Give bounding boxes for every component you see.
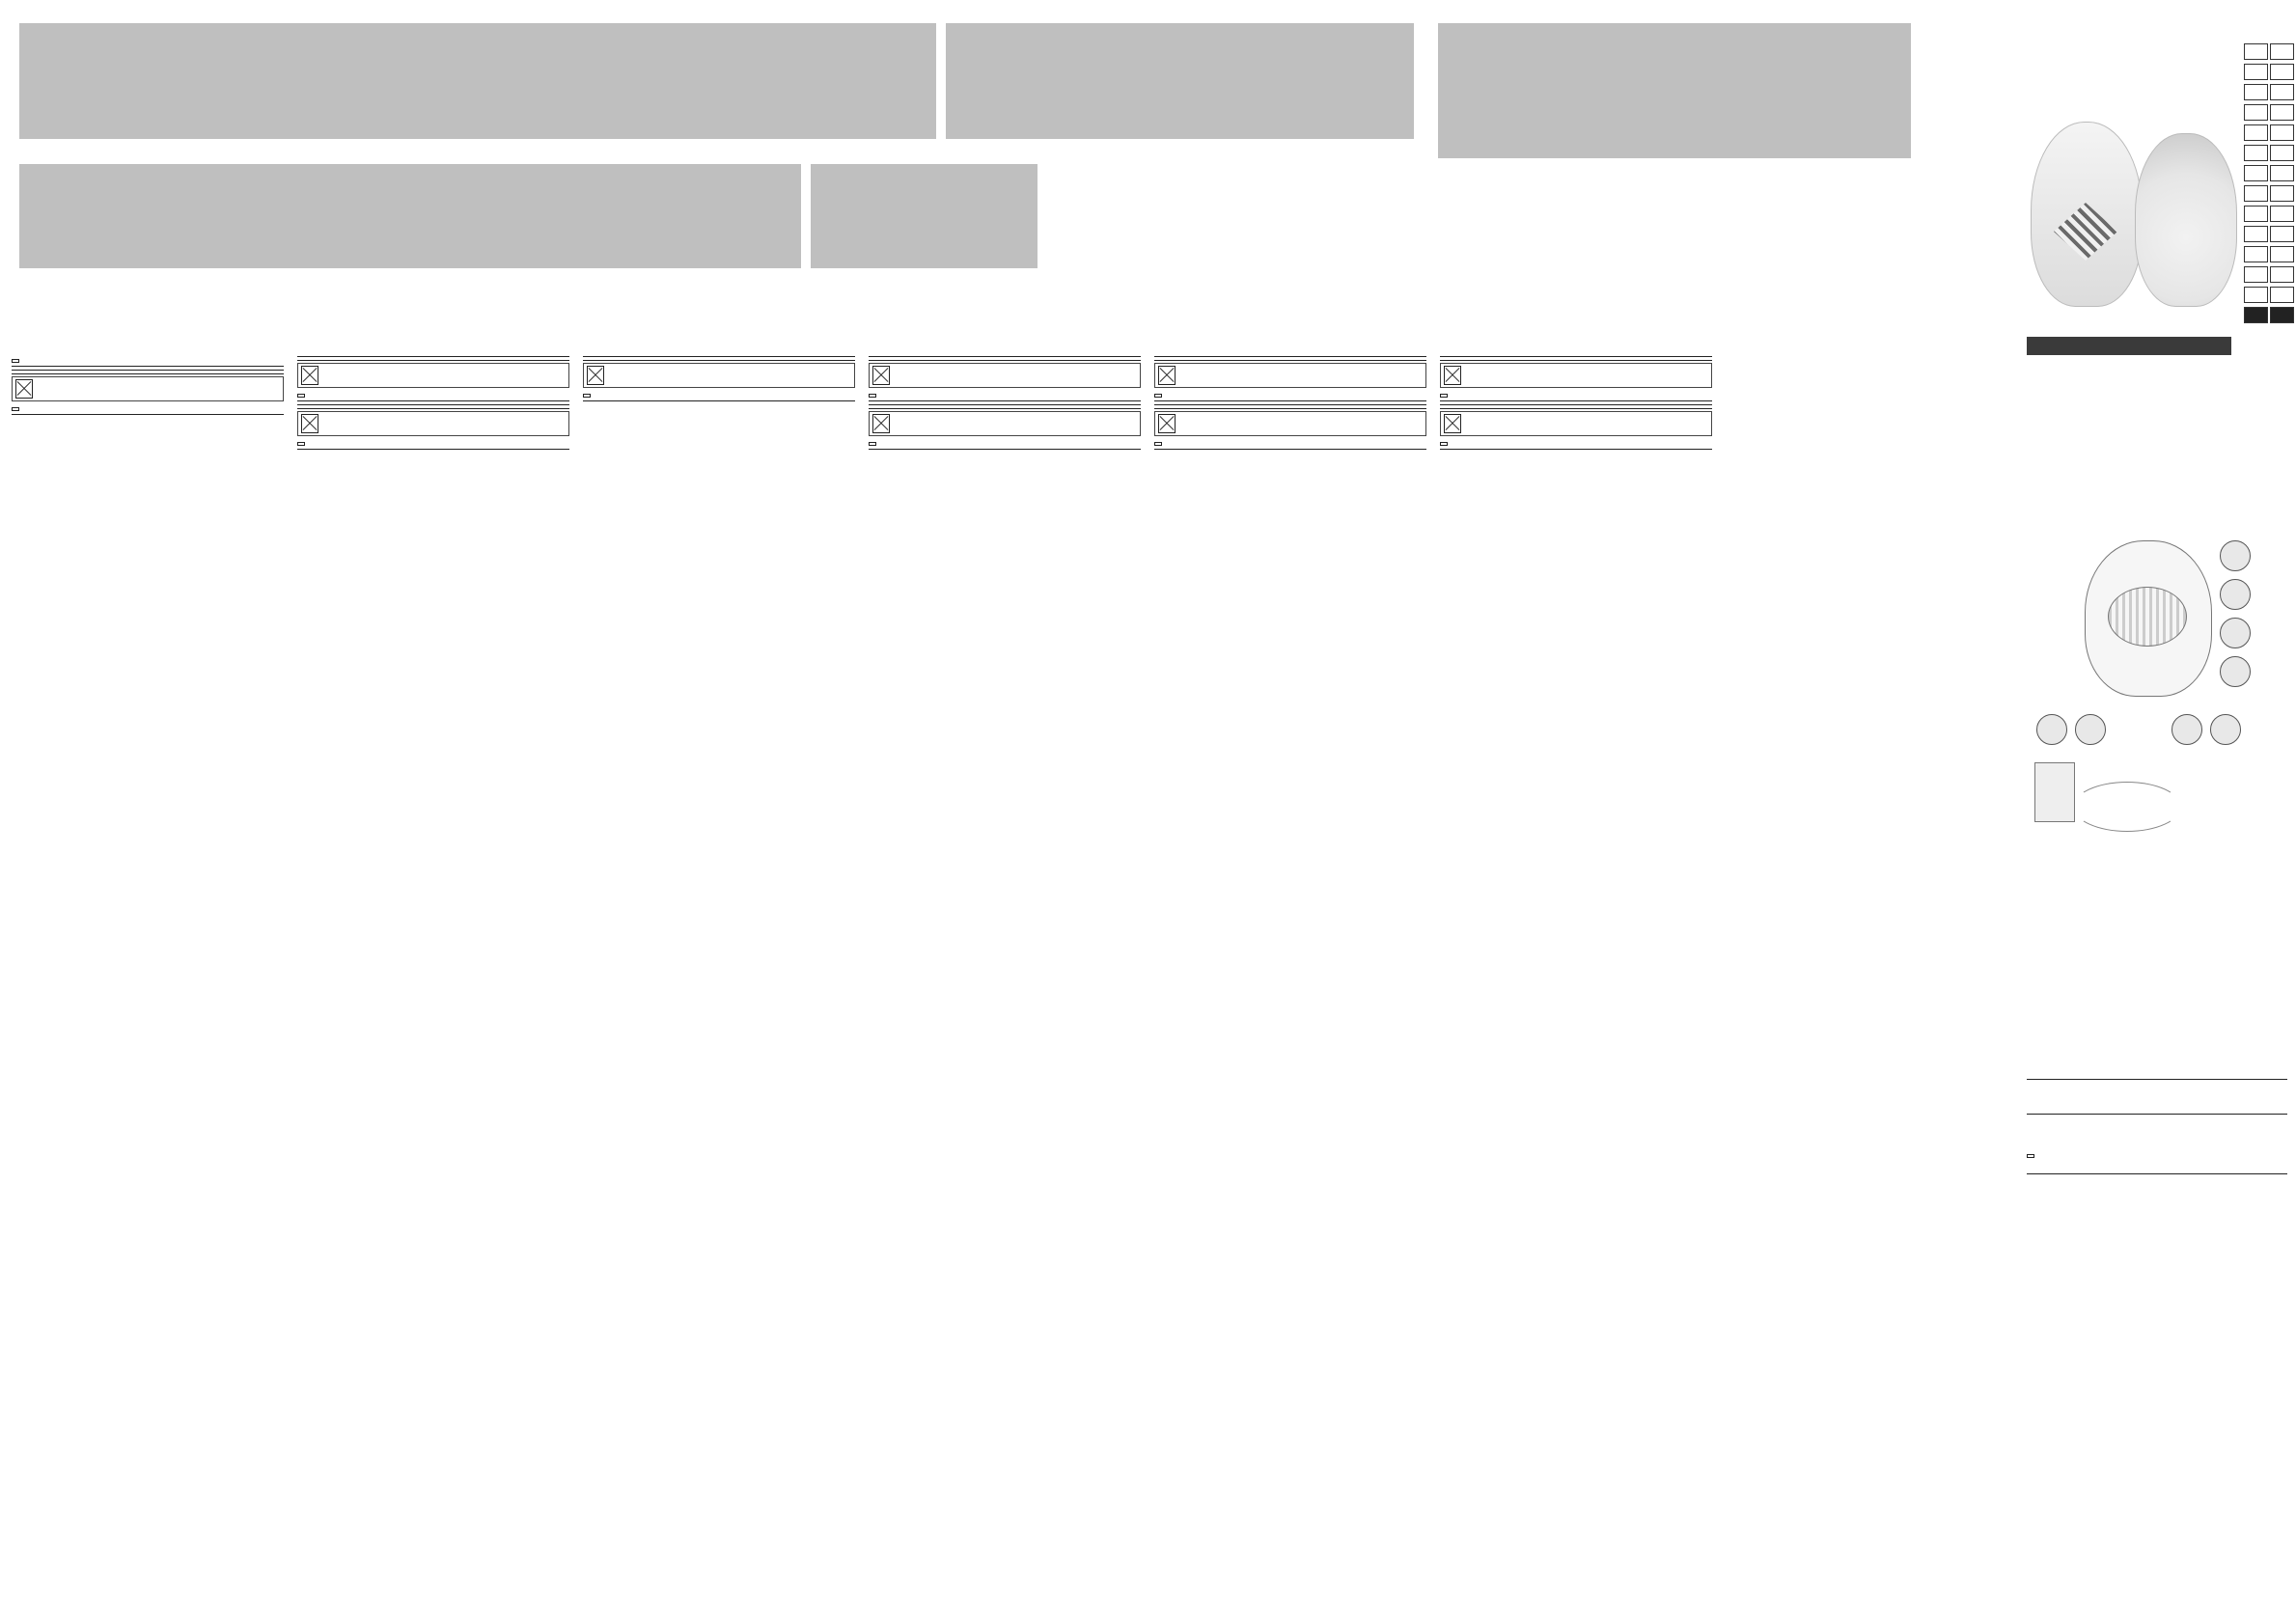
section-title [869,404,1141,405]
crossed-bin-icon [1158,366,1176,385]
environment-heading [2027,1114,2287,1115]
language-index [2244,43,2294,323]
language-badge [869,394,876,398]
language-code [2270,307,2294,323]
language-badge [869,442,876,446]
section-title [297,449,569,450]
language-section-header [1440,442,1712,446]
language-section-header [12,359,284,363]
section-title [1154,408,1426,409]
section-title [12,370,284,371]
environment-notice [869,411,1141,436]
section-title [869,356,1141,357]
section-title [1440,408,1712,409]
language-code [2244,43,2268,60]
accessory-head [2220,618,2251,648]
text-column-3 [583,353,855,1588]
text-column-5 [1154,353,1426,1588]
section-title [1154,404,1426,405]
language-badge [297,442,305,446]
language-code [2244,266,2268,283]
language-code [2244,246,2268,262]
language-code [2270,64,2294,80]
section-title [583,356,855,357]
section-title [297,408,569,409]
language-section-header [869,394,1141,398]
section-title [1440,360,1712,361]
language-code [2244,185,2268,202]
crossed-bin-icon [872,366,890,385]
accessory-head [2220,579,2251,610]
language-badge [12,359,19,363]
text-column-7 [1726,353,1998,1588]
section-title [1154,356,1426,357]
guarantee-heading [2027,1079,2287,1080]
section-title [1154,400,1426,401]
diagram-strip-6 [463,164,801,268]
section-title [1440,400,1712,401]
language-badge [12,407,19,411]
section-title [297,400,569,401]
diagram-strip-2 [473,23,936,139]
language-code [2270,104,2294,121]
section-title [12,414,284,415]
product-title [2027,337,2231,355]
language-section-header [869,442,1141,446]
section-title [869,400,1141,401]
diagram-strip-7 [811,164,1037,268]
language-badge [583,394,591,398]
environment-notice [12,376,284,401]
language-code [2244,307,2268,323]
language-code [2244,145,2268,161]
language-code [2270,84,2294,100]
environment-notice [583,363,855,388]
crossed-bin-icon [872,414,890,433]
tr-section-title [2027,1173,2287,1174]
language-code [2244,165,2268,181]
text-column-1 [12,353,284,1588]
tr-language-row [2027,1154,2287,1158]
section-title [297,356,569,357]
diagram-strip-4 [1438,23,1911,158]
language-code [2244,287,2268,303]
language-code [2270,246,2294,262]
accessory-head [2210,714,2241,745]
environment-notice [1154,363,1426,388]
environment-notice [1154,411,1426,436]
accessory-head [2172,714,2202,745]
language-code [2270,165,2294,181]
diagram-strip-3 [946,23,1414,139]
section-title [12,373,284,374]
environment-notice [297,363,569,388]
language-badge [1440,442,1448,446]
tr-instructions [2027,1187,2287,1592]
accessory-head [2036,714,2067,745]
language-section-header [297,442,569,446]
text-column-4 [869,353,1141,1588]
environment-notice [297,411,569,436]
language-section-header [1440,394,1712,398]
environment-notice [1440,411,1712,436]
section-title [869,408,1141,409]
language-code [2244,206,2268,222]
language-code [2270,287,2294,303]
language-code [2244,124,2268,141]
language-section-header [1154,394,1426,398]
diagram-strip-5 [19,164,463,268]
crossed-bin-icon [1444,366,1461,385]
environment-notice [869,363,1141,388]
section-title [869,360,1141,361]
power-cord-diagram [2073,782,2181,832]
language-badge [1154,394,1162,398]
language-section-header [12,407,284,411]
crossed-bin-icon [15,379,33,399]
language-code [2244,84,2268,100]
section-title [583,360,855,361]
section-title [1154,360,1426,361]
crossed-bin-icon [1158,414,1176,433]
language-code [2270,226,2294,242]
crossed-bin-icon [301,414,318,433]
diagram-strip-1 [19,23,473,139]
text-column-2 [297,353,569,1588]
crossed-bin-icon [1444,414,1461,433]
accessory-head [2220,540,2251,571]
epilator-head [2108,587,2187,647]
language-code [2270,185,2294,202]
accessory-head [2220,656,2251,687]
section-title [1440,356,1712,357]
epilator-image [2135,133,2237,307]
section-title [297,360,569,361]
language-code [2270,206,2294,222]
section-title [1440,449,1712,450]
language-badge [297,394,305,398]
language-section-header [1154,442,1426,446]
section-title [1440,404,1712,405]
language-code [2244,64,2268,80]
language-section-header [297,394,569,398]
language-code [2270,43,2294,60]
language-code [2270,124,2294,141]
text-column-6 [1440,353,1712,1588]
section-title [297,404,569,405]
environment-notice [1440,363,1712,388]
crossed-bin-icon [587,366,604,385]
section-title [12,366,284,367]
section-title [869,449,1141,450]
language-badge [1440,394,1448,398]
language-code [2244,104,2268,121]
section-title [1154,449,1426,450]
language-code [2244,226,2268,242]
language-code [2270,145,2294,161]
crossed-bin-icon [301,366,318,385]
language-section-header [583,394,855,398]
language-code [2270,266,2294,283]
language-badge [1154,442,1162,446]
section-title [583,400,855,401]
accessory-head [2075,714,2106,745]
power-adapter-diagram [2034,762,2075,822]
language-badge [2027,1154,2034,1158]
